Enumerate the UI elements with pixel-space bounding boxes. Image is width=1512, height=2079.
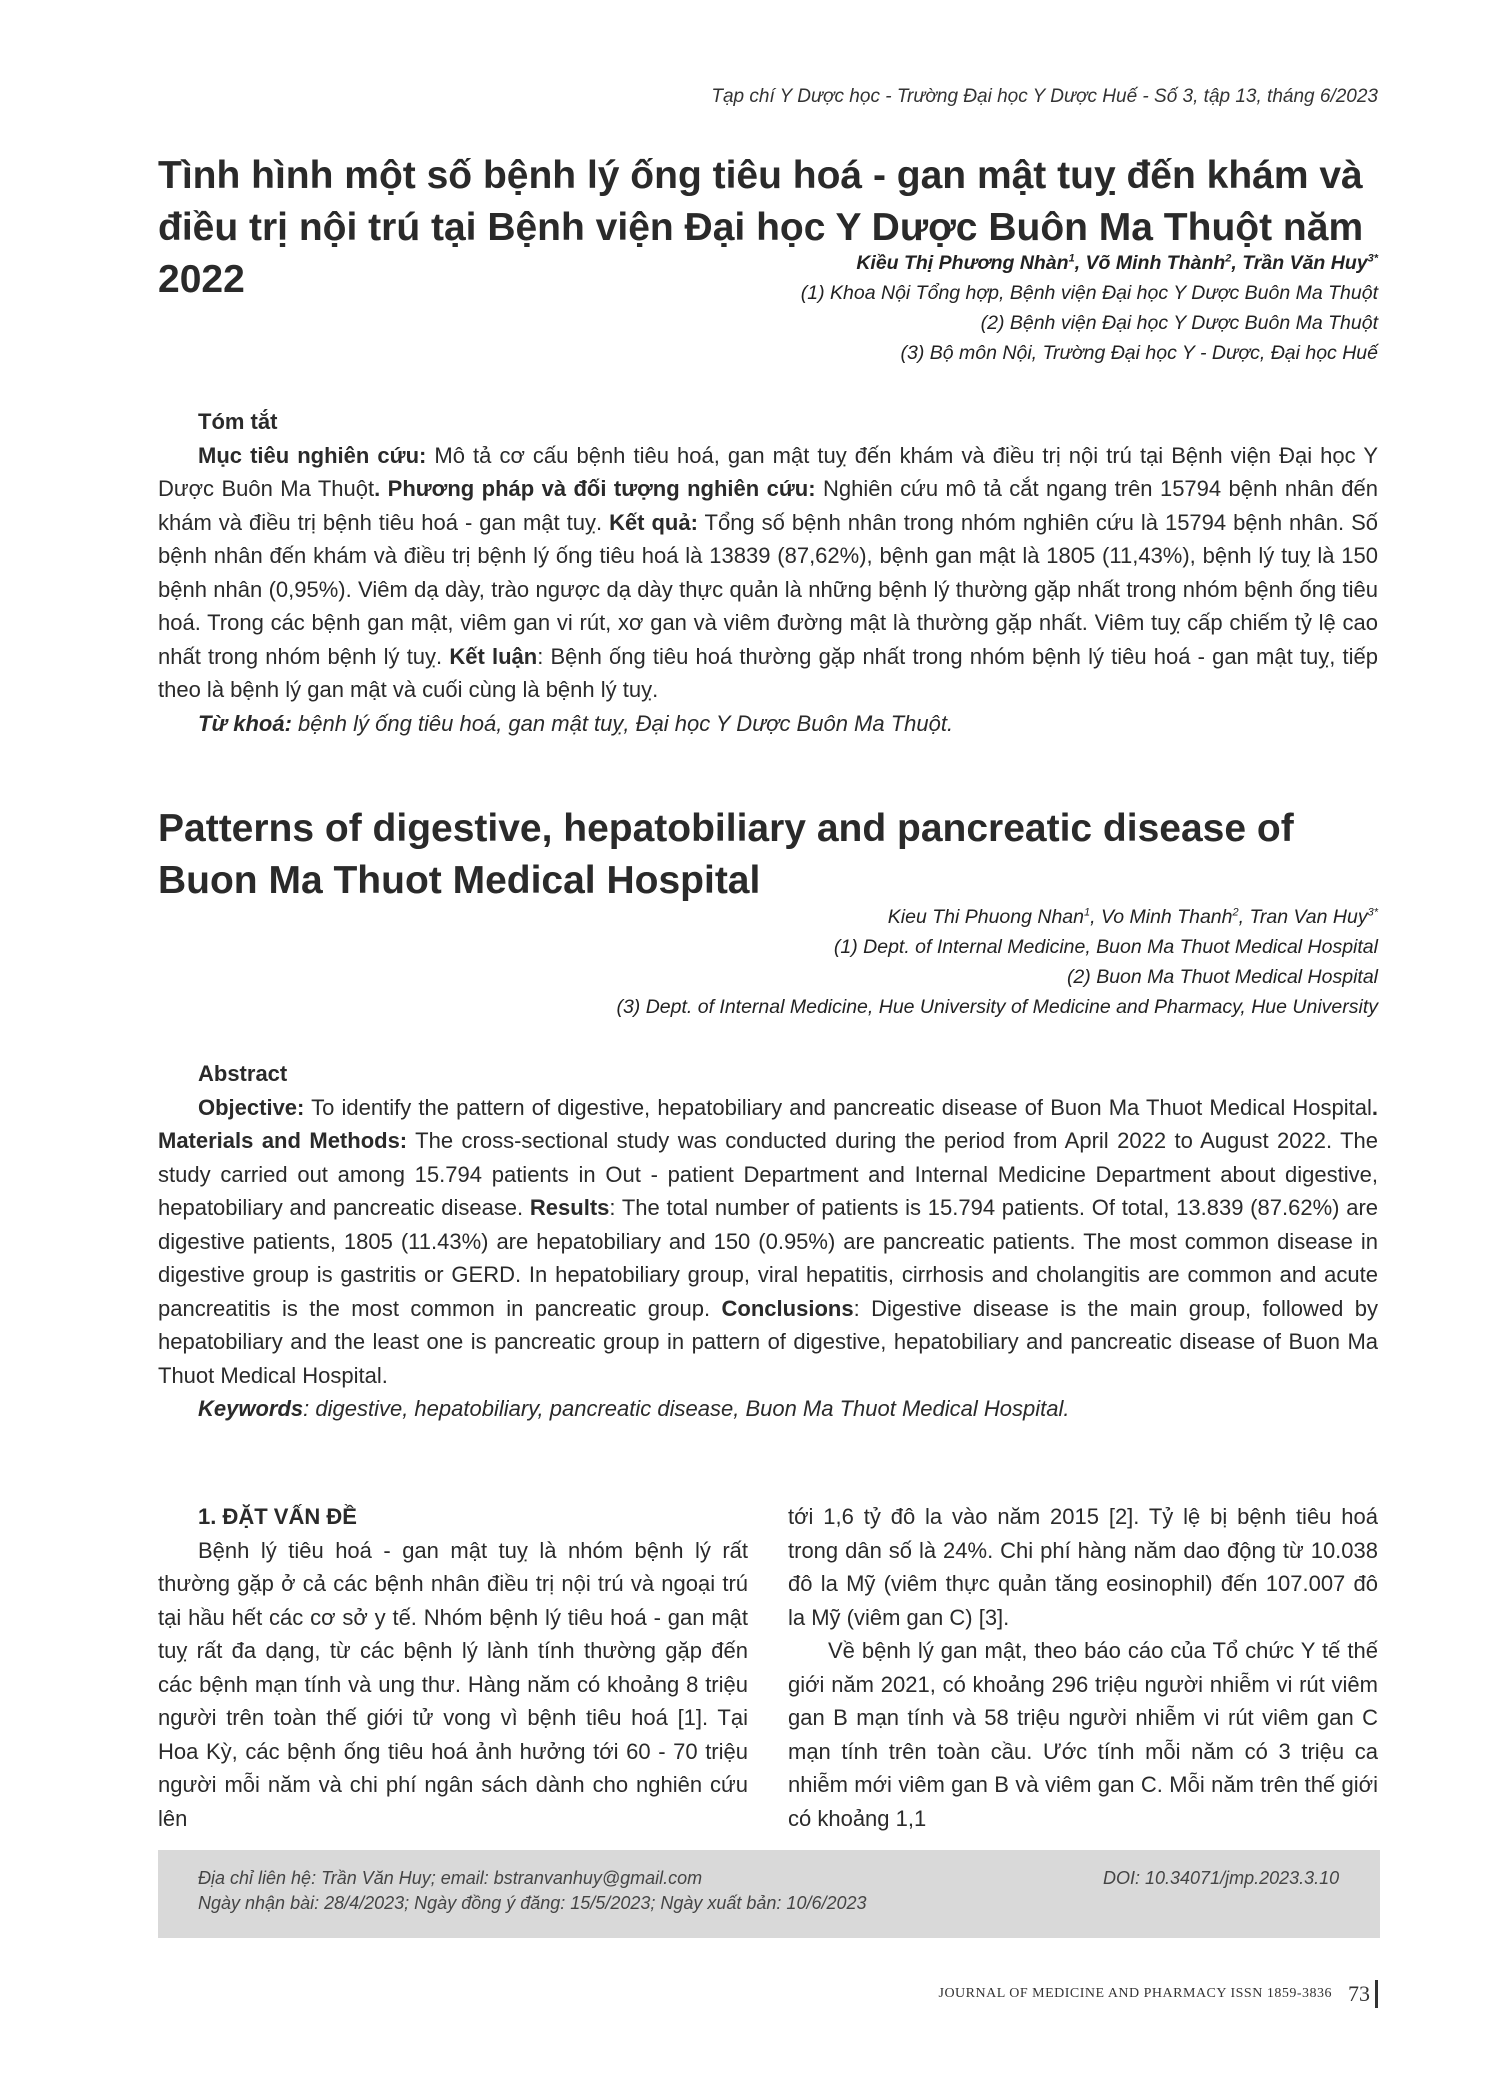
affiliation: (2) Buon Ma Thuot Medical Hospital	[1066, 966, 1378, 988]
body-paragraph: Về bệnh lý gan mật, theo báo cáo của Tổ chức Y tế thế giới năm 2021, có khoảng 296 triệu người nhiễm vi rút viêm gan B mạn tính và 58 triệu người nhiễm vi rút viêm gan C mạn tính trên toàn cầu. Ước tính mỗi năm có 3 triệu ca nhiễm mới viêm gan B và viêm gan C. Mỗi năm trên thế giới có khoảng 1,1	[788, 1638, 1378, 1831]
author-name: Võ Minh Thành	[1085, 252, 1226, 274]
abstract-english	[158, 1057, 1378, 1426]
text-results: Tổng số bệnh nhân trong nhóm nghiên cứu là 15794 bệnh nhân. Số bệnh nhân đến khám và điều trị bệnh lý ống tiêu hoá là 13839 (87,62%), bệnh gan mật là 1805 (11,43%), bệnh lý tuỵ là 150 bệnh nhân (0,95%). Viêm dạ dày, trào ngược dạ dày thực quản là những bệnh lý thường gặp nhất trong nhóm bệnh ống tiêu hoá. Trong các bệnh gan mật, viêm gan vi rút, xơ gan và viêm đường mật là thường gặp nhất. Viêm tuỵ cấp chiếm tỷ lệ cao nhất trong nhóm bệnh lý tuỵ.	[158, 509, 1378, 669]
label-objective: Mục tiêu nghiên cứu:	[198, 442, 427, 468]
author-name: Tran Van Huy	[1249, 906, 1368, 928]
label-conclusion: Kết luận	[449, 643, 538, 669]
affiliation: (1) Dept. of Internal Medicine, Buon Ma Thuot Medical Hospital	[833, 936, 1378, 958]
affiliation: (3) Dept. of Internal Medicine, Hue University of Medicine and Pharmacy, Hue University	[616, 996, 1378, 1018]
author-superscript: 2	[1232, 906, 1239, 919]
author-superscript: 2	[1225, 252, 1232, 265]
text-objective: To identify the pattern of digestive, hepatobiliary and pancreatic disease of Buon Ma Thuot Medical Hospital	[304, 1094, 1372, 1120]
body-paragraph: tới 1,6 tỷ đô la vào năm 2015 [2]. Tỷ lệ bị bệnh tiêu hoá trong dân số là 24%. Chi phí hàng năm dao động từ 10.038 đô la Mỹ (viêm thực quản tăng eosinophil) đến 107.007 đô la Mỹ (viêm gan C) [3].	[788, 1504, 1378, 1630]
author-name: Kieu Thi Phuong Nhan	[887, 906, 1084, 928]
abstract-body	[158, 439, 1378, 707]
footer-rule	[1375, 1980, 1378, 2008]
keywords	[158, 707, 1378, 741]
page-number: 73	[1348, 1981, 1370, 2006]
text-objective: Mô tả cơ cấu bệnh tiêu hoá, gan mật tuỵ đến khám và điều trị nội trú tại Bệnh viện Đại học Y Dược Buôn Ma Thuột	[158, 442, 1378, 501]
author-superscript: 3*	[1367, 252, 1378, 265]
body-column-left	[158, 1500, 748, 1835]
author-name: Kiều Thị Phương Nhàn	[856, 252, 1069, 274]
author-name: Vo Minh Thanh	[1100, 906, 1233, 928]
affiliation: (2) Bệnh viện Đại học Y Dược Buôn Ma Thuột	[980, 312, 1378, 334]
abstract-heading: Tóm tắt	[198, 409, 278, 434]
section-heading: 1. ĐẶT VẤN ĐỀ	[198, 1504, 357, 1529]
correspondence-box	[158, 1850, 1380, 1938]
keywords-label: Keywords	[198, 1396, 304, 1421]
affiliation: (1) Khoa Nội Tổng hợp, Bệnh viện Đại học Y Dược Buôn Ma Thuột	[800, 282, 1378, 304]
keywords-label: Từ khoá:	[198, 710, 292, 736]
author-superscript: 3*	[1367, 906, 1378, 919]
keywords-text: bệnh lý ống tiêu hoá, gan mật tuỵ, Đại học Y Dược Buôn Ma Thuột.	[291, 710, 954, 736]
label-results: Kết quả:	[609, 509, 698, 535]
author-list: Kieu Thi Phuong Nhan$^1$, Vo Minh Thanh$^2$, Tran Van Huy$^{3*}$	[887, 906, 1378, 928]
authors-vietnamese	[801, 248, 1378, 368]
label-results: Results	[529, 1195, 610, 1220]
keywords-text: : digestive, hepatobiliary, pancreatic disease, Buon Ma Thuot Medical Hospital.	[303, 1396, 1070, 1421]
doi: DOI: 10.34071/jmp.2023.3.10	[1103, 1868, 1340, 1888]
contact-info: Địa chỉ liên hệ: Trần Văn Huy; email: bstranvanhuy@gmail.com	[198, 1868, 703, 1888]
label-objective: Objective:	[198, 1094, 305, 1120]
author-superscript: 1	[1068, 252, 1075, 265]
body-paragraph: Bệnh lý tiêu hoá - gan mật tuỵ là nhóm bệnh lý rất thường gặp ở cả các bệnh nhân điều trị nội trú và ngoại trú tại hầu hết các cơ sở y tế. Nhóm bệnh lý tiêu hoá - gan mật tuỵ rất đa dạng, từ các bệnh lý lành tính thường gặp đến các bệnh mạn tính và ung thư. Hàng năm có khoảng 8 triệu người trên toàn thế giới tử vong vì bệnh tiêu hoá [1]. Tại Hoa Kỳ, các bệnh ống tiêu hoá ảnh hưởng tới 60 - 70 triệu người mỗi năm và chi phí ngân sách dành cho nghiên cứu lên	[158, 1537, 748, 1831]
text-conclusion: : Bệnh ống tiêu hoá thường gặp nhất trong nhóm bệnh lý tiêu hoá - gan mật tuỵ, tiếp theo là bệnh lý gan mật và cuối cùng là bệnh lý tuỵ.	[158, 643, 1378, 702]
journal-name: JOURNAL OF MEDICINE AND PHARMACY ISSN 1859-3836	[938, 1986, 1332, 2001]
affiliation: (3) Bộ môn Nội, Trường Đại học Y - Dược, Đại học Huế	[900, 342, 1378, 364]
text-method: The cross-sectional study was conducted during the period from April 2022 to August 2022. The study carried out among 15.794 patients in Out - patient Department and Internal Medicine Department about digestive, hepatobiliary and pancreatic disease.	[158, 1128, 1379, 1220]
publication-dates: Ngày nhận bài: 28/4/2023; Ngày đồng ý đăng: 15/5/2023; Ngày xuất bản: 10/6/2023	[198, 1893, 867, 1913]
title-english: Patterns of digestive, hepatobiliary and pancreatic disease of Buon Ma Thuot Medical Hospital	[158, 807, 1294, 902]
abstract-body	[158, 1091, 1378, 1393]
body-column-right	[788, 1500, 1378, 1835]
title-vietnamese: Tình hình một số bệnh lý ống tiêu hoá - gan mật tuỵ đến khám và điều trị nội trú tại Bệnh viện Đại học Y Dược Buôn Ma Thuột năm 2022	[158, 154, 1364, 301]
page-footer	[939, 1980, 1379, 2008]
text-conclusion: : Digestive disease is the main group, followed by hepatobiliary and the least one is pancreatic group in pattern of digestive, hepatobiliary and pancreatic disease of Buon Ma Thuot Medical Hospital.	[158, 1295, 1378, 1388]
text-results: : The total number of patients is 15.794 patients. Of total, 13.839 (87.62%) are digestive patients, 1805 (11.43%) are hepatobiliary and 150 (0.95%) are pancreatic patients. The most common disease in digestive group is gastritis or GERD. In hepatobiliary group, viral hepatitis, cirrhosis and cholangitis are common and acute pancreatitis is the most common in pancreatic group.	[158, 1195, 1379, 1321]
author-name: Trần Văn Huy	[1242, 252, 1368, 274]
label-method: . Materials and Methods:	[158, 1094, 1378, 1153]
abstract-heading: Abstract	[198, 1061, 288, 1086]
label-method: . Phương pháp và đối tượng nghiên cứu:	[374, 476, 816, 501]
label-conclusion: Conclusions	[721, 1295, 854, 1321]
journal-header: Tạp chí Y Dược học - Trường Đại học Y Dược Huế - Số 3, tập 13, tháng 6/2023	[711, 86, 1378, 107]
keywords	[158, 1392, 1378, 1426]
author-list: Kiều Thị Phương Nhàn$^1$, Võ Minh Thành$^2$, Trần Văn Huy$^{3*}$	[856, 252, 1378, 274]
abstract-vietnamese	[158, 405, 1378, 740]
authors-english	[616, 902, 1378, 1022]
text-method: Nghiên cứu mô tả cắt ngang trên 15794 bệnh nhân đến khám và điều trị bệnh tiêu hoá - gan mật tuỵ.	[158, 476, 1378, 535]
author-superscript: 1	[1083, 906, 1091, 919]
